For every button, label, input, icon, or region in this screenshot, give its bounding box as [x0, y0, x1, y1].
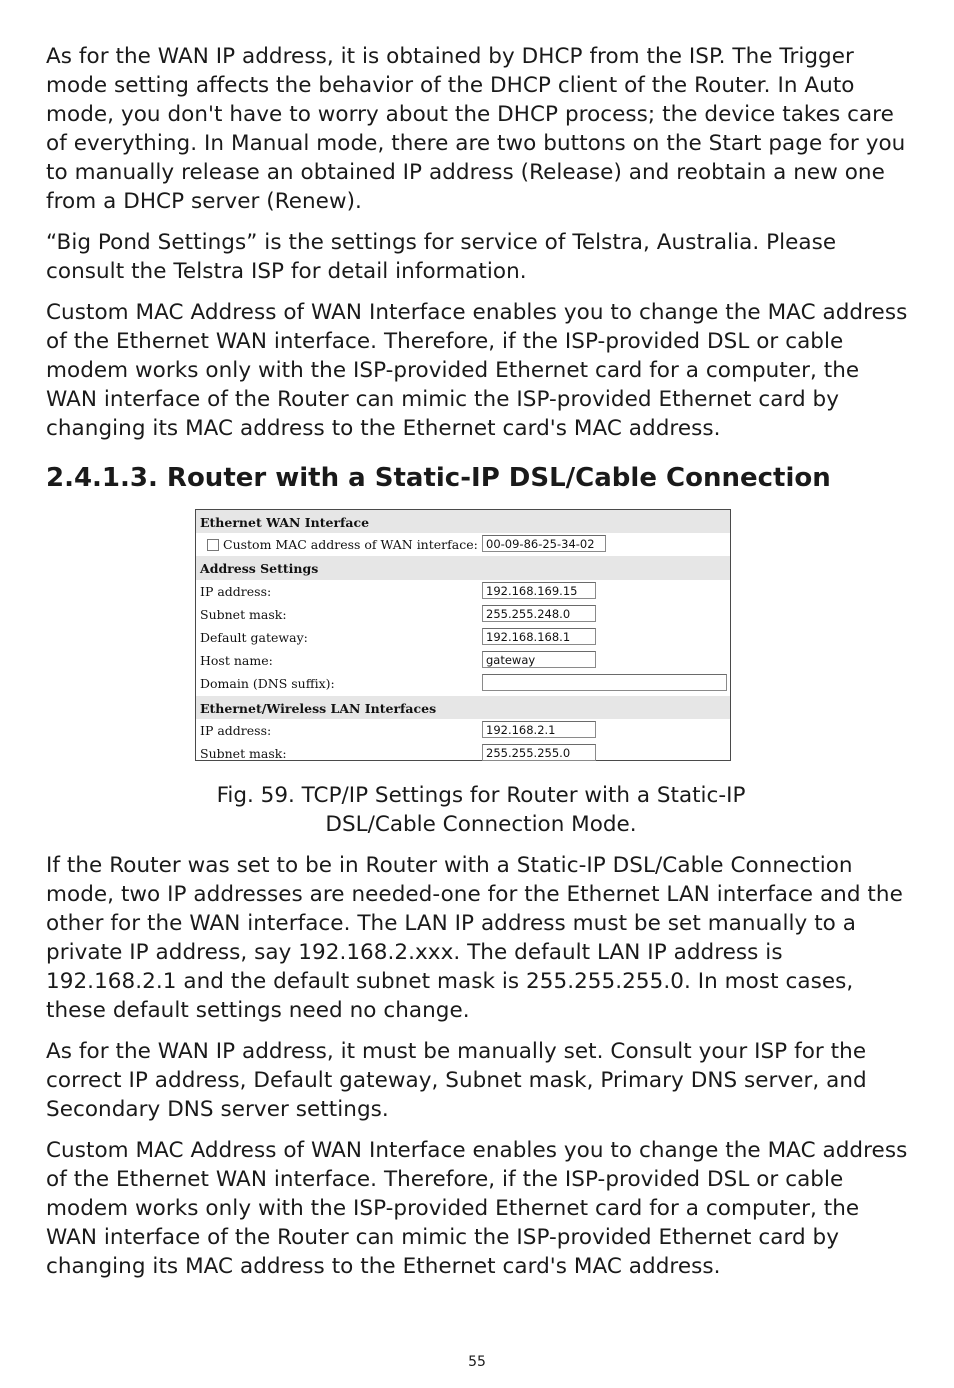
gateway-row [196, 626, 730, 649]
custom-mac-field[interactable]: 00-09-86-25-34-02 [482, 535, 606, 552]
lan-interfaces-header-label: Ethernet/Wireless LAN Interfaces [200, 700, 437, 716]
domain-field[interactable] [482, 674, 727, 691]
paragraph-static-ip-mode: If the Router was set to be in Router with a Static-IP DSL/Cable Connection mode, two IP addresses are needed-one for the Ethernet LAN interface and the other for the WAN interface. The LAN IP address must be set manually to a private IP address, say 192.168.2.xxx. The default LAN IP address is 192.168.2.1 and the default subnet mask is 255.255.255.0. In most cases, these default settings need no change. [46, 853, 903, 1023]
section-heading: 2.4.1.3. Router with a Static-IP DSL/Cable Connection [46, 463, 831, 493]
lan-subnet-field[interactable]: 255.255.255.0 [482, 744, 596, 761]
wan-subnet-row [196, 603, 730, 626]
custom-mac-checkbox[interactable] [207, 539, 219, 551]
paragraph-custom-mac-2: Custom MAC Address of WAN Interface enables you to change the MAC address of the Ethernet WAN interface. Therefore, if the ISP-provided DSL or cable modem works only with the ISP-provided Ethernet card for a computer, the WAN interface of the Router can mimic the ISP-provided Ethernet card by changing its MAC address to the Ethernet card's MAC address. [46, 1138, 908, 1279]
lan-subnet-label: Subnet mask: [200, 745, 287, 761]
lan-subnet-row [196, 742, 730, 765]
wan-ip-row [196, 580, 730, 603]
wan-subnet-field[interactable]: 255.255.248.0 [482, 605, 596, 622]
tcpip-settings-figure [195, 509, 731, 761]
wan-ip-field[interactable]: 192.168.169.15 [482, 582, 596, 599]
lan-ip-field[interactable]: 192.168.2.1 [482, 721, 596, 738]
lan-ip-row [196, 719, 730, 742]
host-name-field[interactable]: gateway [482, 651, 596, 668]
gateway-field[interactable]: 192.168.168.1 [482, 628, 596, 645]
figure-caption-line-1: Fig. 59. TCP/IP Settings for Router with a Static-IP [216, 783, 746, 808]
custom-mac-label: Custom MAC address of WAN interface: [223, 537, 478, 553]
page-content [46, 42, 916, 1293]
domain-row [196, 672, 730, 695]
address-settings-header-label: Address Settings [200, 561, 319, 577]
gateway-label: Default gateway: [200, 629, 308, 645]
address-settings-header [196, 556, 730, 579]
lan-interfaces-header [196, 696, 730, 719]
lan-ip-label: IP address: [200, 722, 272, 738]
page-number: 55 [468, 1354, 486, 1370]
host-name-row [196, 649, 730, 672]
custom-mac-row [196, 533, 730, 556]
paragraph-wan-manual: As for the WAN IP address, it must be manually set. Consult your ISP for the correct IP address, Default gateway, Subnet mask, Primary DNS server, and Secondary DNS server settings. [46, 1039, 867, 1122]
wan-subnet-label: Subnet mask: [200, 606, 287, 622]
paragraph-wan-dhcp: As for the WAN IP address, it is obtained by DHCP from the ISP. The Trigger mode setting affects the behavior of the DHCP client of the Router. In Auto mode, you don't have to worry about the DHCP process; the device takes care of everything. In Manual mode, there are two buttons on the Start page for you to manually release an obtained IP address (Release) and reobtain a new one from a DHCP server (Renew). [46, 44, 906, 214]
wan-ip-label: IP address: [200, 583, 272, 599]
host-name-label: Host name: [200, 653, 273, 669]
wan-interface-header [196, 510, 730, 533]
paragraph-custom-mac: Custom MAC Address of WAN Interface enables you to change the MAC address of the Ethernet WAN interface. Therefore, if the ISP-provided DSL or cable modem works only with the ISP-provided Ethernet card for a computer, the WAN interface of the Router can mimic the ISP-provided Ethernet card by changing its MAC address to the Ethernet card's MAC address. [46, 300, 908, 441]
figure-caption [46, 781, 916, 839]
paragraph-big-pond: “Big Pond Settings” is the settings for service of Telstra, Australia. Please consult the Telstra ISP for detail information. [46, 230, 837, 284]
figure-caption-line-2: DSL/Cable Connection Mode. [325, 812, 637, 837]
wan-interface-header-label: Ethernet WAN Interface [200, 515, 370, 530]
domain-label: Domain (DNS suffix): [200, 676, 335, 692]
